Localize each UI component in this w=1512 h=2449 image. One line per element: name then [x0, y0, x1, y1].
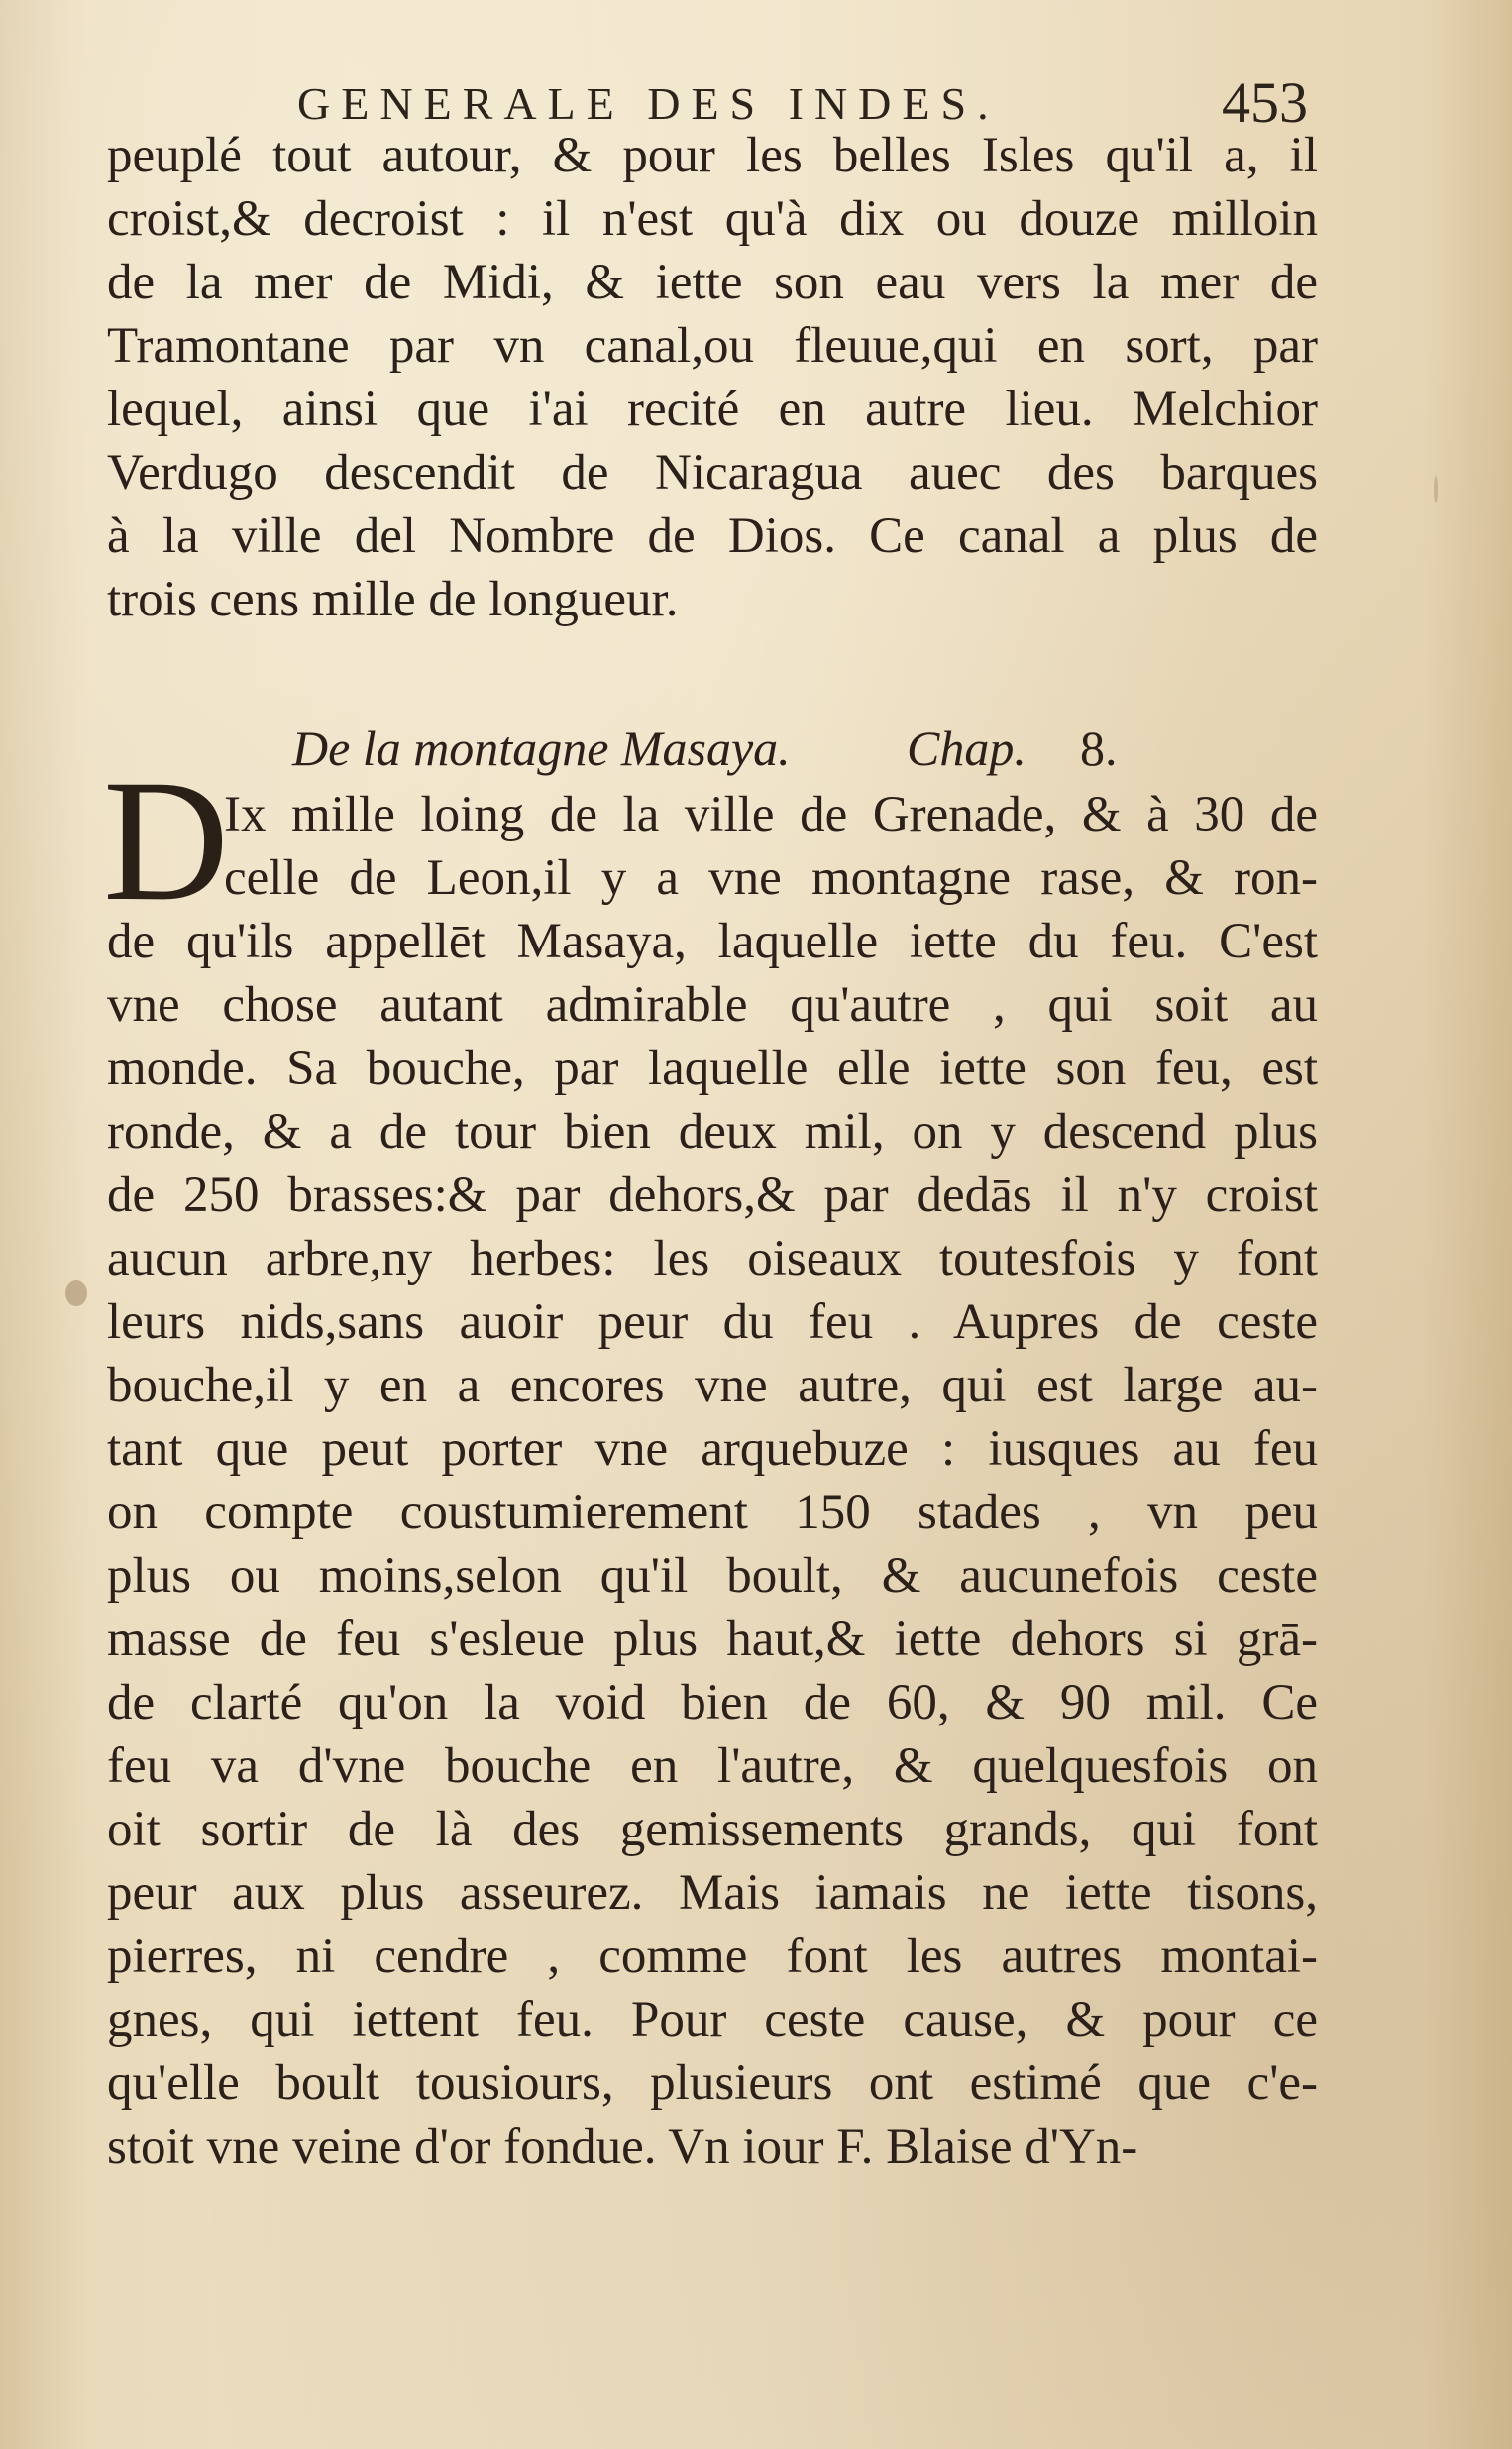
text-line: stoit vne veine d'or fondue. Vn iour F. Blaise d'Yn- [107, 2119, 1138, 2174]
text-line: de la mer de Midi, & iette son eau vers la mer de [107, 255, 1318, 310]
chapter-opening-lines [224, 783, 1318, 910]
text-line: masse de feu s'esleue plus haut,& iette dehors si grā- [107, 1612, 1318, 1667]
text-line: celle de Leon,il y a vne montagne rase, & ron- [224, 850, 1318, 906]
text-line: plus ou moins,selon qu'il boult, & aucunefois ceste [107, 1548, 1318, 1604]
text-line: pierres, ni cendre , comme font les autres montai- [107, 1929, 1318, 1984]
chapter-body [107, 910, 1318, 2178]
chapter-title: De la montagne Masaya. [292, 721, 791, 776]
text-line: on compte coustumierement 150 stades , vn peu [107, 1485, 1318, 1540]
text-line: feu va d'vne bouche en l'autre, & quelquesfois on [107, 1738, 1318, 1794]
text-line: monde. Sa bouche, par laquelle elle iette son feu, est [107, 1041, 1318, 1096]
text-line: vne chose autant admirable qu'autre , qui soit au [107, 977, 1318, 1033]
text-line: bouche,il y en a encores vne autre, qui est large au- [107, 1358, 1318, 1413]
text-line: gnes, qui iettent feu. Pour ceste cause, & pour ce [107, 1992, 1318, 2048]
text-line: à la ville del Nombre de Dios. Ce canal a plus de [107, 508, 1318, 564]
text-line: qu'elle boult tousiours, plusieurs ont estimé que c'e- [107, 2056, 1318, 2111]
drop-cap: D [103, 744, 230, 938]
running-title: GENERALE DES INDES. [297, 78, 1000, 129]
text-line: peur aux plus asseurez. Mais iamais ne iette tisons, [107, 1865, 1318, 1921]
paper-stain [65, 1280, 87, 1306]
paper-stain [1434, 476, 1438, 503]
text-line: croist,& decroist : il n'est qu'à dix ou douze milloin [107, 191, 1318, 247]
page-number: 453 [1222, 70, 1308, 135]
text-line: de 250 brasses:& par dehors,& par dedās il n'y croist [107, 1168, 1318, 1223]
top-paragraph [107, 124, 1318, 631]
text-line: oit sortir de là des gemissements grands, qui font [107, 1802, 1318, 1857]
text-line: trois cens mille de longueur. [107, 572, 679, 627]
text-line: de qu'ils appellēt Masaya, laquelle iette du feu. C'est [107, 914, 1318, 969]
text-line: tant que peut porter vne arquebuze : iusques au feu [107, 1421, 1318, 1477]
text-line: lequel, ainsi que i'ai recité en autre lieu. Melchior [107, 382, 1318, 437]
text-line: de clarté qu'on la void bien de 60, & 90 mil. Ce [107, 1675, 1318, 1730]
text-line: ronde, & a de tour bien deux mil, on y descend plus [107, 1104, 1318, 1160]
text-line: leurs nids,sans auoir peur du feu . Aupres de ceste [107, 1294, 1318, 1350]
text-line: aucun arbre,ny herbes: les oiseaux toutesfois y font [107, 1231, 1318, 1286]
chapter-number: 8. [1080, 721, 1118, 776]
chapter-heading [292, 716, 1134, 781]
text-line: Tramontane par vn canal,ou fleuue,qui en sort, par [107, 318, 1318, 374]
chapter-label: Chap. [907, 721, 1026, 776]
text-line: Verdugo descendit de Nicaragua auec des barques [107, 445, 1318, 501]
text-line: Ix mille loing de la ville de Grenade, & à 30 de [224, 787, 1318, 842]
text-line: peuplé tout autour, & pour les belles Isles qu'il a, il [107, 128, 1318, 183]
